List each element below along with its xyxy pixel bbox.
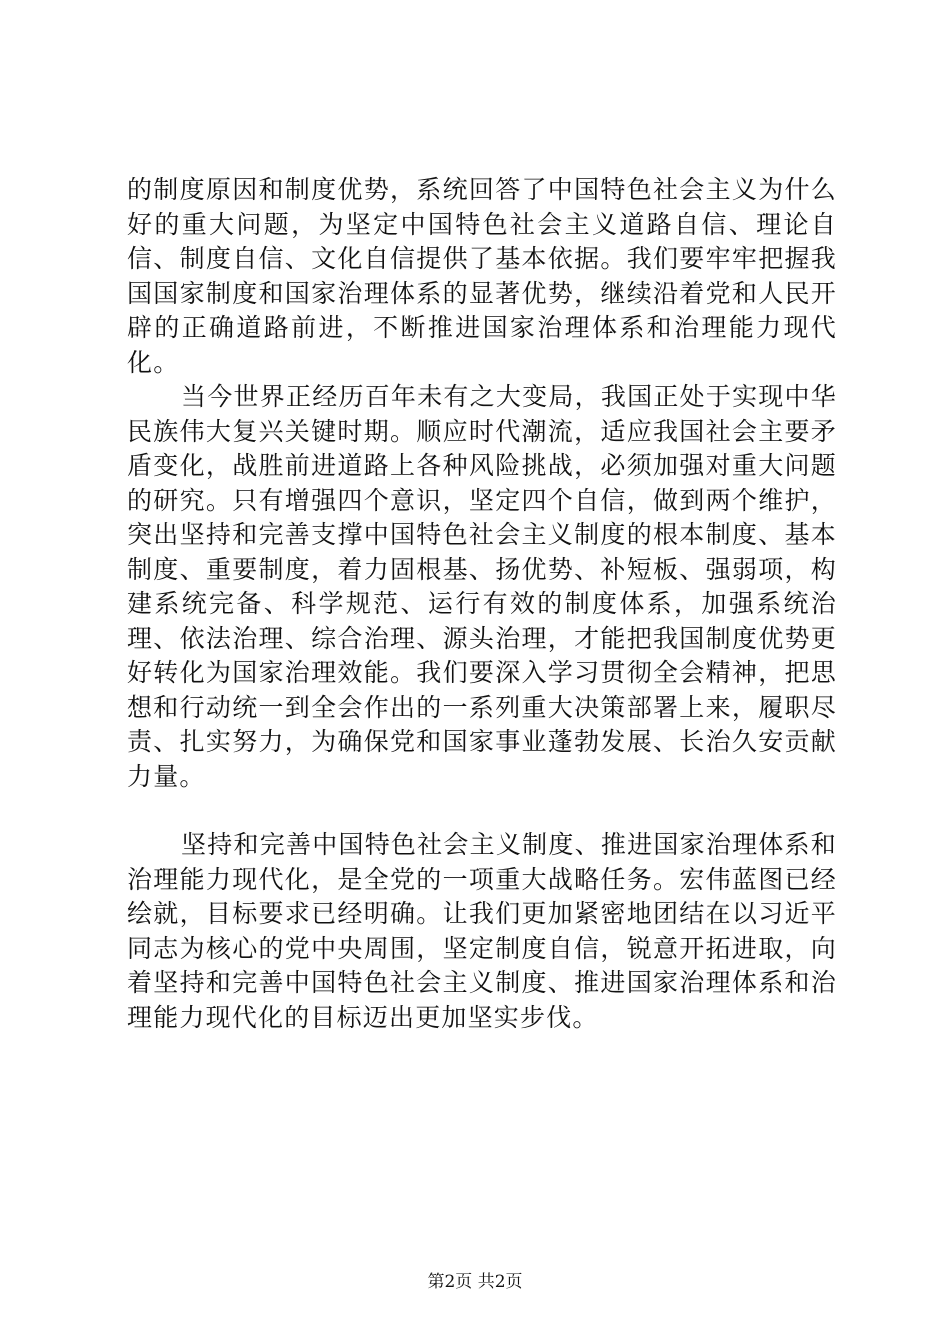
page-number-footer: 第2页 共2页 <box>427 1272 523 1292</box>
body-text <box>127 173 837 1035</box>
paragraph-continued: 的制度原因和制度优势，系统回答了中国特色社会主义为什么好的重大问题，为坚定中国特色社会主义道路自信、理论自信、制度自信、文化自信提供了基本依据。我们要牢牢把握我国国家制度和国家治理体系的显著优势，继续沿着党和人民开辟的正确道路前进，不断推进国家治理体系和治理能力现代化。 <box>127 175 837 377</box>
paragraph: 当今世界正经历百年未有之大变局，我国正处于实现中华民族伟大复兴关键时期。顺应时代潮流，适应我国社会主要矛盾变化，战胜前进道路上各种风险挑战，必须加强对重大问题的研究。只有增强四个意识，坚定四个自信，做到两个维护，突出坚持和完善支撑中国特色社会主义制度的根本制度、基本制度、重要制度，着力固根基、扬优势、补短板、强弱项，构建系统完备、科学规范、运行有效的制度体系，加强系统治理、依法治理、综合治理、源头治理，才能把我国制度优势更好转化为国家治理效能。我们要深入学习贯彻全会精神，把思想和行动统一到全会作出的一系列重大决策部署上来，履职尽责、扎实努力，为确保党和国家事业蓬勃发展、长治久安贡献力量。 <box>127 382 837 791</box>
paragraph-conclusion: 坚持和完善中国特色社会主义制度、推进国家治理体系和治理能力现代化，是全党的一项重大战略任务。宏伟蓝图已经绘就，目标要求已经明确。让我们更加紧密地团结在以习近平同志为核心的党中央周围，坚定制度自信，锐意开拓进取，向着坚持和完善中国特色社会主义制度、推进国家治理体系和治理能力现代化的目标迈出更加坚实步伐。 <box>127 830 837 1032</box>
